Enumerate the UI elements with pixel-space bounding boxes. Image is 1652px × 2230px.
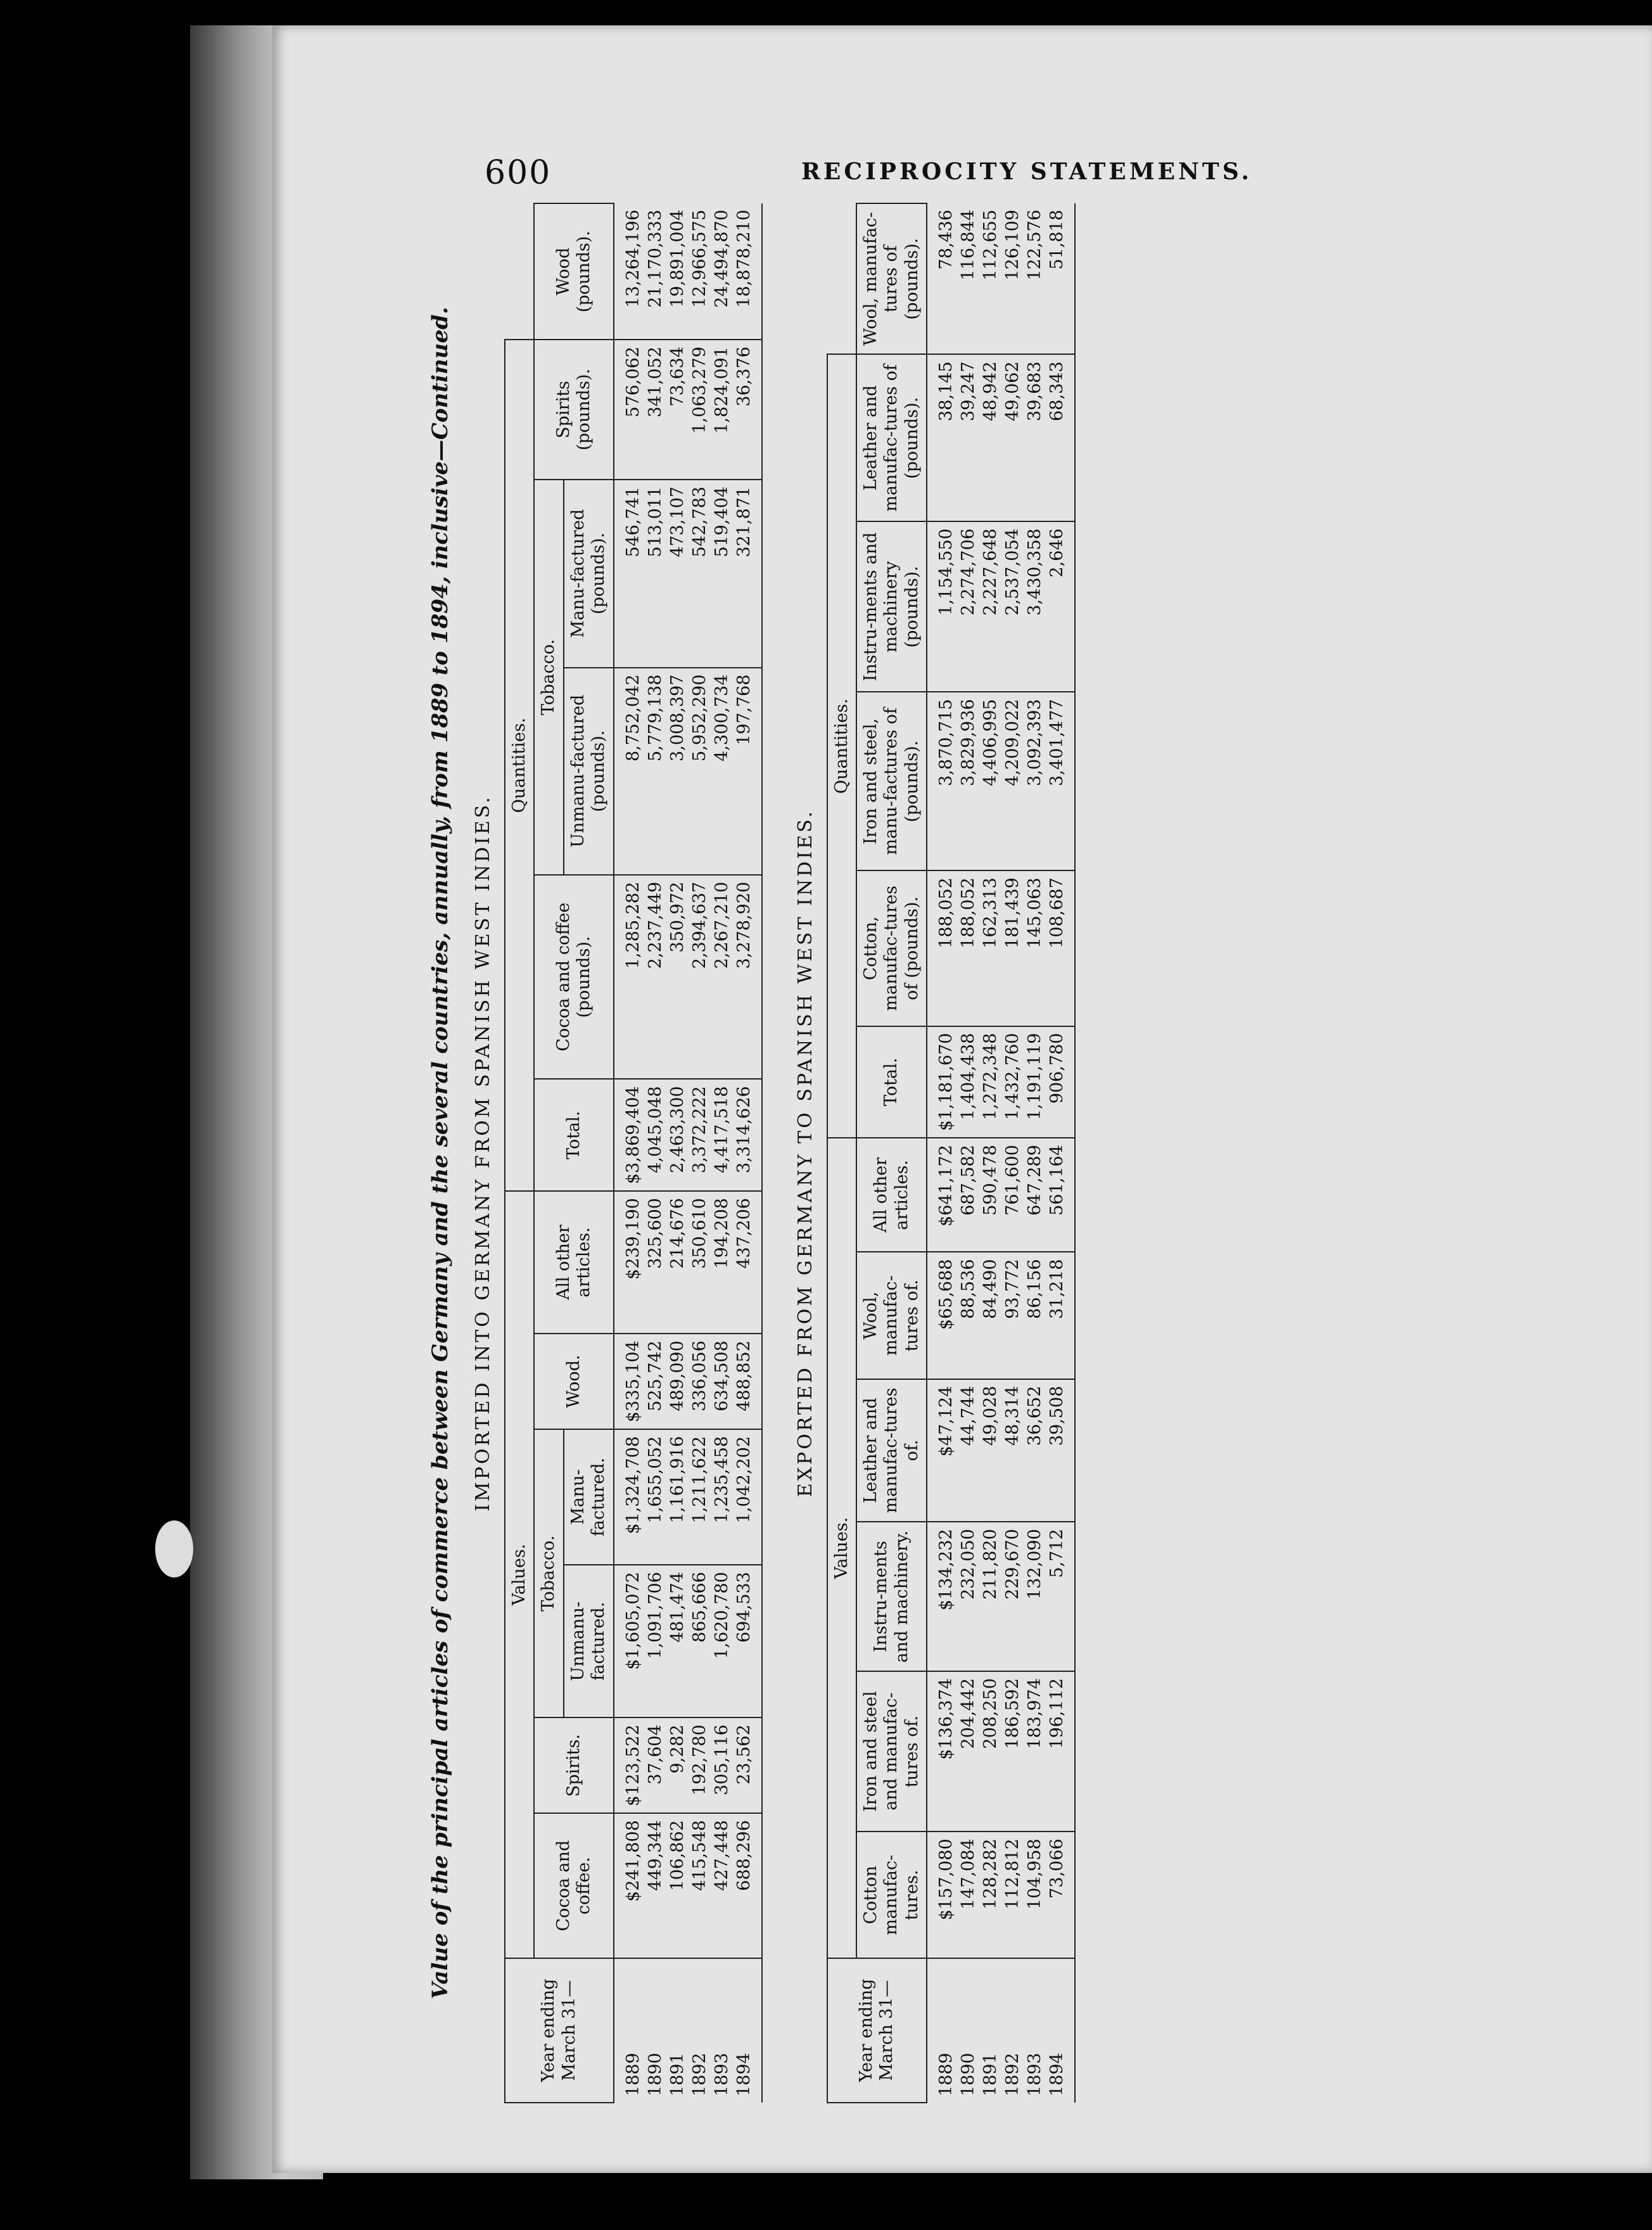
value-cell: 341,052 — [644, 340, 666, 480]
value-cell: 1,620,780 — [711, 1565, 733, 1717]
value-cell: 3,372,222 — [689, 1079, 711, 1191]
value-cell: 2,237,449 — [644, 875, 666, 1080]
imported-table-body — [614, 203, 762, 2103]
value-cell: 24,494,870 — [711, 203, 733, 340]
value-cell: 1,824,091 — [711, 340, 733, 480]
value-cell: 906,780 — [1046, 1026, 1075, 1138]
value-cell: 513,011 — [644, 480, 666, 668]
value-cell: 1,404,438 — [957, 1026, 979, 1138]
value-cell: 39,508 — [1046, 1379, 1075, 1522]
value-cell: 647,289 — [1024, 1138, 1046, 1252]
value-cell: 126,109 — [1001, 203, 1024, 354]
value-cell: $335,104 — [614, 1334, 644, 1429]
header-all-other: All other articles. — [856, 1138, 927, 1252]
value-cell: 325,600 — [644, 1191, 666, 1334]
value-cell: 1,063,279 — [689, 340, 711, 480]
table-row — [979, 203, 1001, 2103]
value-cell: 1,154,550 — [927, 521, 957, 692]
header-iron-steel: Iron and steel and manufac-tures of. — [856, 1671, 927, 1832]
table-row — [614, 203, 644, 2103]
value-cell: 145,063 — [1024, 870, 1046, 1026]
value-cell: 473,107 — [666, 480, 689, 668]
value-cell: 3,092,393 — [1024, 692, 1046, 870]
value-cell: 4,209,022 — [1001, 692, 1024, 870]
value-cell: 37,604 — [644, 1717, 666, 1813]
value-cell: 336,056 — [689, 1334, 711, 1429]
value-cell: 415,548 — [689, 1813, 711, 1958]
year-cell: 1893 — [711, 2053, 732, 2096]
value-cell: 1,285,282 — [614, 875, 644, 1080]
value-cell: 1,272,348 — [979, 1026, 1001, 1138]
value-cell: 3,278,920 — [733, 875, 762, 1080]
imported-section-title: IMPORTED INTO GERMANY FROM SPANISH WEST INDIES. — [472, 794, 494, 1512]
value-cell: 21,170,333 — [644, 203, 666, 340]
value-cell: 78,436 — [927, 203, 957, 354]
value-cell: 3,008,397 — [666, 668, 689, 875]
value-cell: 73,066 — [1046, 1832, 1075, 1958]
value-cell: 186,592 — [1001, 1671, 1024, 1832]
value-cell: 321,871 — [733, 480, 762, 668]
table-caption: Value of the principal articles of commerce between Germany and the several countries, annually, from 1889 to 1894, inclusive—Continued. — [428, 307, 453, 1999]
value-cell: 561,164 — [1046, 1138, 1075, 1252]
value-cell: 23,562 — [733, 1717, 762, 1813]
year-cell: 1889 — [936, 2053, 956, 2096]
value-cell: 5,712 — [1046, 1522, 1075, 1671]
header-q-unmanufactured: Unmanu-factured (pounds). — [564, 668, 614, 875]
year-cell: 1890 — [645, 2053, 665, 2096]
year-cell: 1892 — [689, 2053, 709, 2096]
year-cell: 1893 — [1025, 2053, 1045, 2096]
value-cell: 4,300,734 — [711, 668, 733, 875]
value-cell: $134,232 — [927, 1522, 957, 1671]
value-cell: 39,247 — [957, 354, 979, 521]
value-cell: $1,605,072 — [614, 1565, 644, 1717]
year-cell: 1889 — [623, 2053, 643, 2096]
value-cell: 488,852 — [733, 1334, 762, 1429]
value-cell: 48,942 — [979, 354, 1001, 521]
value-cell: $123,522 — [614, 1717, 644, 1813]
header-leather: Leather and manufac-tures of. — [856, 1379, 927, 1522]
value-cell: 9,282 — [666, 1717, 689, 1813]
value-cell: 4,417,518 — [711, 1079, 733, 1191]
header-all-other: All other articles. — [534, 1191, 613, 1334]
header-year: Year ending March 31— — [505, 1958, 614, 2103]
header-instruments: Instru-ments and machinery. — [856, 1522, 927, 1671]
header-total: Total. — [856, 1026, 927, 1138]
header-q-instruments: Instru-ments and machinery (pounds). — [856, 521, 927, 692]
value-cell: 5,779,138 — [644, 668, 666, 875]
value-cell: 49,062 — [1001, 354, 1024, 521]
value-cell: $3,869,404 — [614, 1079, 644, 1191]
value-cell: 546,741 — [614, 480, 644, 668]
value-cell: 84,490 — [979, 1252, 1001, 1379]
value-cell: 116,844 — [957, 203, 979, 354]
header-quantities: Quantities. — [505, 340, 534, 1191]
value-cell: 1,211,622 — [689, 1429, 711, 1565]
value-cell: 196,112 — [1046, 1671, 1075, 1832]
value-cell: 122,576 — [1024, 203, 1046, 354]
value-cell: 48,314 — [1001, 1379, 1024, 1522]
value-cell: 694,533 — [733, 1565, 762, 1717]
value-cell: 183,974 — [1024, 1671, 1046, 1832]
table-row — [1046, 203, 1075, 2103]
value-cell: 39,683 — [1024, 354, 1046, 521]
value-cell: 3,401,477 — [1046, 692, 1075, 870]
value-cell: 18,878,210 — [733, 203, 762, 340]
header-q-iron-steel: Iron and steel, manu-factures of (pounds). — [856, 692, 927, 870]
table-row — [689, 203, 711, 2103]
rotated-content — [428, 203, 1276, 2103]
value-cell: 2,227,648 — [979, 521, 1001, 692]
value-cell: 12,966,575 — [689, 203, 711, 340]
value-cell: 112,655 — [979, 203, 1001, 354]
year-cell: 1891 — [667, 2053, 687, 2096]
value-cell: 38,145 — [927, 354, 957, 521]
table-row — [957, 203, 979, 2103]
header-q-leather: Leather and manufac-tures of (pounds). — [856, 354, 927, 521]
value-cell: $1,181,670 — [927, 1026, 957, 1138]
value-cell: 542,783 — [689, 480, 711, 668]
value-cell: $239,190 — [614, 1191, 644, 1334]
value-cell: 305,116 — [711, 1717, 733, 1813]
header-tobacco: Tobacco. — [534, 1429, 563, 1717]
value-cell: 2,274,706 — [957, 521, 979, 692]
imported-table — [504, 203, 763, 2103]
value-cell: 2,267,210 — [711, 875, 733, 1080]
header-q-spirits: Spirits (pounds). — [534, 340, 613, 480]
value-cell: 232,050 — [957, 1522, 979, 1671]
table-row — [733, 203, 762, 2103]
table-row — [1024, 203, 1046, 2103]
value-cell: 1,091,706 — [644, 1565, 666, 1717]
year-cell: 1891 — [981, 2053, 1001, 2096]
header-wool: Wool, manufac-tures of. — [856, 1252, 927, 1379]
value-cell: 1,235,458 — [711, 1429, 733, 1565]
value-cell: 229,670 — [1001, 1522, 1024, 1671]
value-cell: 132,090 — [1024, 1522, 1046, 1671]
value-cell: $1,324,708 — [614, 1429, 644, 1565]
header-q-cocoa: Cocoa and coffee (pounds). — [534, 875, 613, 1080]
value-cell: 5,952,290 — [689, 668, 711, 875]
table-row — [666, 203, 689, 2103]
value-cell: 519,404 — [711, 480, 733, 668]
value-cell: $136,374 — [927, 1671, 957, 1832]
year-cell: 1894 — [733, 1958, 762, 2103]
running-head: RECIPROCITY STATEMENTS. — [801, 158, 1252, 185]
value-cell: 36,652 — [1024, 1379, 1046, 1522]
value-cell: 3,314,626 — [733, 1079, 762, 1191]
value-cell: 2,463,300 — [666, 1079, 689, 1191]
value-cell: 688,296 — [733, 1813, 762, 1958]
value-cell: 44,744 — [957, 1379, 979, 1522]
header-values: Values. — [827, 1138, 856, 1958]
value-cell: 687,582 — [957, 1138, 979, 1252]
value-cell: 449,344 — [644, 1813, 666, 1958]
header-year: Year ending March 31— — [827, 1958, 927, 2103]
value-cell: 761,600 — [1001, 1138, 1024, 1252]
value-cell: 3,430,358 — [1024, 521, 1046, 692]
value-cell: 525,742 — [644, 1334, 666, 1429]
value-cell: 437,206 — [733, 1191, 762, 1334]
value-cell: 1,655,052 — [644, 1429, 666, 1565]
header-q-cotton: Cotton, manufac-tures of (pounds). — [856, 870, 927, 1026]
header-unmanufactured: Unmanu-factured. — [564, 1565, 614, 1717]
value-cell: 2,646 — [1046, 521, 1075, 692]
value-cell: 188,052 — [957, 870, 979, 1026]
value-cell: 489,090 — [666, 1334, 689, 1429]
value-cell: 427,448 — [711, 1813, 733, 1958]
header-quantities: Quantities. — [827, 354, 856, 1138]
value-cell: 350,972 — [666, 875, 689, 1080]
value-cell: 481,474 — [666, 1565, 689, 1717]
exported-table — [827, 203, 1076, 2103]
value-cell: 106,862 — [666, 1813, 689, 1958]
value-cell: 214,676 — [666, 1191, 689, 1334]
value-cell: 19,891,004 — [666, 203, 689, 340]
value-cell: 31,218 — [1046, 1252, 1075, 1379]
value-cell: 1,161,916 — [666, 1429, 689, 1565]
value-cell: $65,688 — [927, 1252, 957, 1379]
header-q-tobacco: Tobacco. — [534, 480, 563, 875]
value-cell: 208,250 — [979, 1671, 1001, 1832]
value-cell: 590,478 — [979, 1138, 1001, 1252]
value-cell: 634,508 — [711, 1334, 733, 1429]
value-cell: 162,313 — [979, 870, 1001, 1026]
header-q-wool: Wool, manufac-tures of (pounds). — [856, 203, 927, 354]
value-cell: $47,124 — [927, 1379, 957, 1522]
value-cell: 128,282 — [979, 1832, 1001, 1958]
value-cell: 51,818 — [1046, 203, 1075, 354]
value-cell: 104,958 — [1024, 1832, 1046, 1958]
value-cell: $641,172 — [927, 1138, 957, 1252]
header-cocoa-coffee: Cocoa and coffee. — [534, 1813, 613, 1958]
value-cell: 3,870,715 — [927, 692, 957, 870]
table-row — [711, 203, 733, 2103]
value-cell: 350,610 — [689, 1191, 711, 1334]
value-cell: 2,394,637 — [689, 875, 711, 1080]
value-cell: 576,062 — [614, 340, 644, 480]
value-cell: 49,028 — [979, 1379, 1001, 1522]
header-q-manufactured: Manu-factured (pounds). — [564, 480, 614, 668]
table-row — [1001, 203, 1024, 2103]
value-cell: $241,808 — [614, 1813, 644, 1958]
year-cell: 1894 — [1046, 1958, 1075, 2103]
header-total: Total. — [534, 1079, 613, 1191]
value-cell: 2,537,054 — [1001, 521, 1024, 692]
value-cell: 4,406,995 — [979, 692, 1001, 870]
value-cell: 93,772 — [1001, 1252, 1024, 1379]
value-cell: 3,829,936 — [957, 692, 979, 870]
table-row — [644, 203, 666, 2103]
value-cell: 865,666 — [689, 1565, 711, 1717]
value-cell: 86,156 — [1024, 1252, 1046, 1379]
value-cell: 192,780 — [689, 1717, 711, 1813]
table-row — [927, 203, 957, 2103]
value-cell: 147,084 — [957, 1832, 979, 1958]
value-cell: 13,264,196 — [614, 203, 644, 340]
value-cell: 181,439 — [1001, 870, 1024, 1026]
header-spirits: Spirits. — [534, 1717, 613, 1813]
year-cell: 1890 — [958, 2053, 979, 2096]
value-cell: $157,080 — [927, 1832, 957, 1958]
value-cell: 4,045,048 — [644, 1079, 666, 1191]
value-cell: 108,687 — [1046, 870, 1075, 1026]
header-wood: Wood. — [534, 1334, 613, 1429]
header-values: Values. — [505, 1191, 534, 1958]
header-q-wood: Wood (pounds). — [534, 203, 613, 340]
header-cotton: Cotton manufac-tures. — [856, 1832, 927, 1958]
value-cell: 1,432,760 — [1001, 1026, 1024, 1138]
value-cell: 1,042,202 — [733, 1429, 762, 1565]
value-cell: 204,442 — [957, 1671, 979, 1832]
exported-table-body — [927, 203, 1075, 2103]
value-cell: 211,820 — [979, 1522, 1001, 1671]
header-manufactured: Manu-factured. — [564, 1429, 614, 1565]
value-cell: 188,052 — [927, 870, 957, 1026]
year-cell: 1892 — [1003, 2053, 1023, 2096]
paper-speck — [155, 1520, 193, 1577]
value-cell: 112,812 — [1001, 1832, 1024, 1958]
value-cell: 197,768 — [733, 668, 762, 875]
page-number: 600 — [485, 154, 552, 192]
value-cell: 68,343 — [1046, 354, 1075, 521]
value-cell: 36,376 — [733, 340, 762, 480]
value-cell: 194,208 — [711, 1191, 733, 1334]
value-cell: 1,191,119 — [1024, 1026, 1046, 1138]
exported-section-title: EXPORTED FROM GERMANY TO SPANISH WEST INDIES. — [794, 808, 816, 1498]
value-cell: 8,752,042 — [614, 668, 644, 875]
value-cell: 73,634 — [666, 340, 689, 480]
value-cell: 88,536 — [957, 1252, 979, 1379]
